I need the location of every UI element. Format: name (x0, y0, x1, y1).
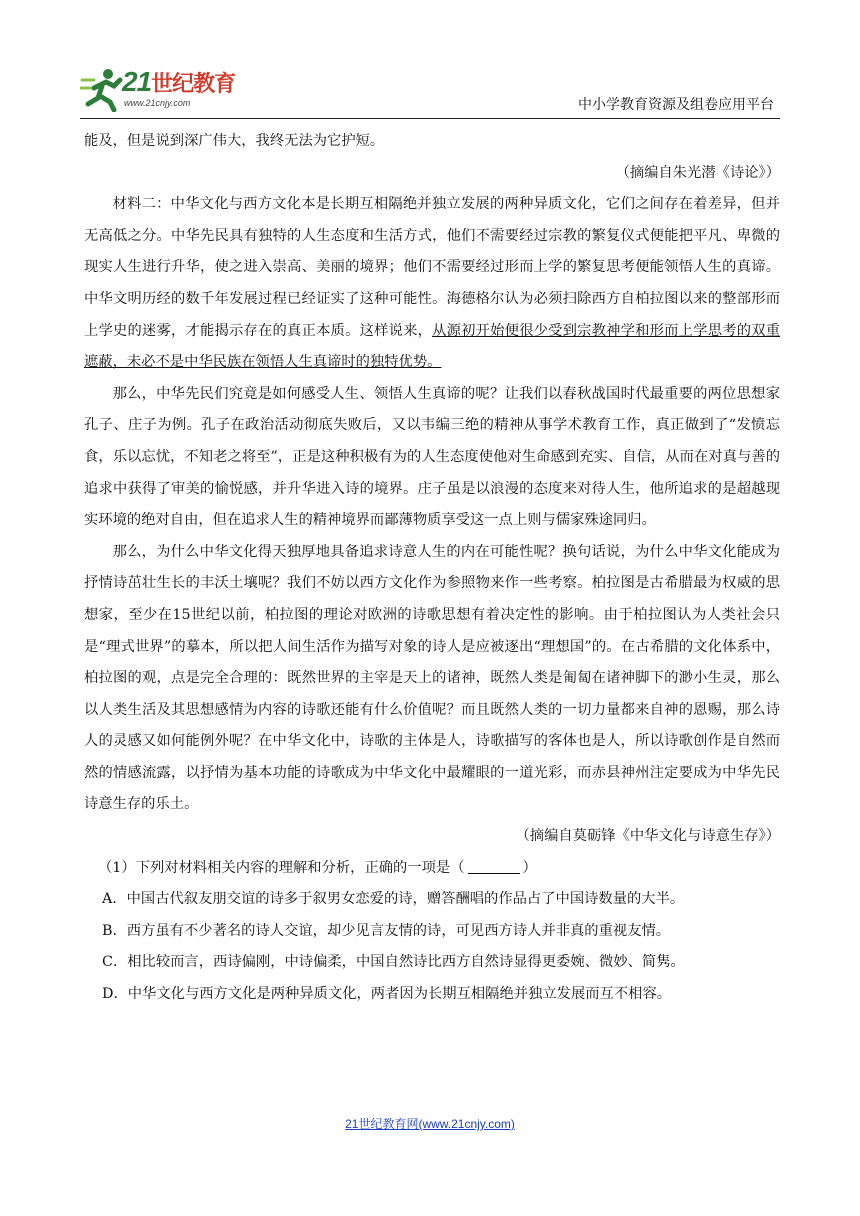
runner-icon (80, 66, 124, 112)
answer-blank[interactable] (468, 859, 520, 874)
source-citation-1: （摘编自朱光潜《诗论》） (615, 164, 780, 181)
paragraph-material-2: 材料二：中华文化与西方文化本是长期互相隔绝并独立发展的两种异质文化，它们之间存在着差异，但并无高低之分。中华先民具有独特的人生态度和生活方式，他们不需要经过宗教的繁复仪式便能把平凡、卑微的现实人生进行升华，使之进入崇高、美丽的境界；他们不需要经过形而上学的繁复思考便能领悟人生的真谛。中华文明历经的数千年发展过程已经证实了这种可能性。海德格尔认为必须扫除西方自柏拉图以来的整部形而上学史的迷雾，才能揭示存在的真正本质。这样说来，从源初开始便很少受到宗教神学和形而上学思考的双重遮蔽，未必不是中华民族在领悟人生真谛时的独特优势。 (84, 196, 781, 371)
logo-wordmark: 21世纪教育 (122, 66, 236, 97)
option-c: C．相比较而言，西诗偏刚，中诗偏柔，中国自然诗比西方自然诗显得更委婉、微妙、简隽。 (102, 954, 685, 971)
underlined-sentence: 从源初开始便很少受到宗教神学和形而上学思考的双重遮蔽，未必不是中华民族在领悟人生真谛时的独特优势。 (84, 322, 781, 371)
site-logo[interactable] (80, 64, 270, 114)
page-header (80, 62, 780, 119)
platform-title: 中小学教育资源及组卷应用平台 (578, 97, 774, 113)
paragraph-continued: 能及，但是说到深广伟大，我终无法为它护短。 (84, 133, 385, 149)
paragraph-confucius-zhuangzi: 那么，中华先民们究竟是如何感受人生、领悟人生真谛的呢？让我们以春秋战国时代最重要的两位思想家孔子、庄子为例。孔子在政治活动彻底失败后，又以韦编三绝的精神从事学术教育工作，真正做到了“发愤忘食，乐以忘忧，不知老之将至”，正是这种积极有为的人生态度使他对生命感到充实、自信，从而在对真与善的追求中获得了审美的愉悦感，并升华进入诗的境界。庄子虽是以浪漫的态度来对待人生，他所追求的是超越现实环境的绝对自由，但在追求人生的精神境界而鄙薄物质享受这一点上则与儒家殊途同归。 (84, 385, 780, 529)
footer-link[interactable]: 21世纪教育网(www.21cnjy.com) (345, 1117, 515, 1131)
question-1: （1）下列对材料相关内容的理解和分析，正确的一项是（ ） (98, 859, 537, 876)
document-body (84, 126, 780, 1011)
paragraph-plato: 那么，为什么中华文化得天独厚地具备追求诗意人生的内在可能性呢？换句话说，为什么中华文化能成为抒情诗茁壮生长的丰沃土壤呢？我们不妨以西方文化作为参照物来作一些考察。柏拉图是古希腊最为权威的思想家，至少在15世纪以前，柏拉图的理论对欧洲的诗歌思想有着决定性的影响。由于柏拉图认为人类社会只是“理式世界”的摹本，所以把人间生活作为描写对象的诗人是应被逐出“理想国”的。在古希腊的文化体系中，柏拉图的观，点是完全合理的：既然世界的主宰是天上的诸神，既然人类是匍匐在诸神脚下的渺小生灵，那么以人类生活及其思想感情为内容的诗歌还能有什么价值呢？而且既然人类的一切力量都来自神的恩赐，那么诗人的灵感又如何能例外呢？在中华文化中，诗歌的主体是人，诗歌描写的客体也是人，所以诗歌创作是自然而然的情感流露，以抒情为基本功能的诗歌成为中华文化中最耀眼的一道光彩，而赤县神州注定要成为中华先民诗意生存的乐土。 (84, 543, 780, 813)
source-citation-2: （摘编自莫砺锋《中华文化与诗意生存》） (515, 828, 780, 845)
option-a: A．中国古代叙友朋交谊的诗多于叙男女恋爱的诗，赠答酬唱的作品占了中国诗数量的大半。 (102, 891, 685, 908)
option-d: D．中华文化与西方文化是两种异质文化，两者因为长期互相隔绝并独立发展而互不相容。 (102, 986, 672, 1003)
page-footer (0, 1115, 860, 1132)
logo-url: www.21cnjy.com (124, 98, 191, 108)
option-b: B．西方虽有不少著名的诗人交谊，却少见言友情的诗，可见西方诗人并非真的重视友情。 (102, 922, 671, 939)
